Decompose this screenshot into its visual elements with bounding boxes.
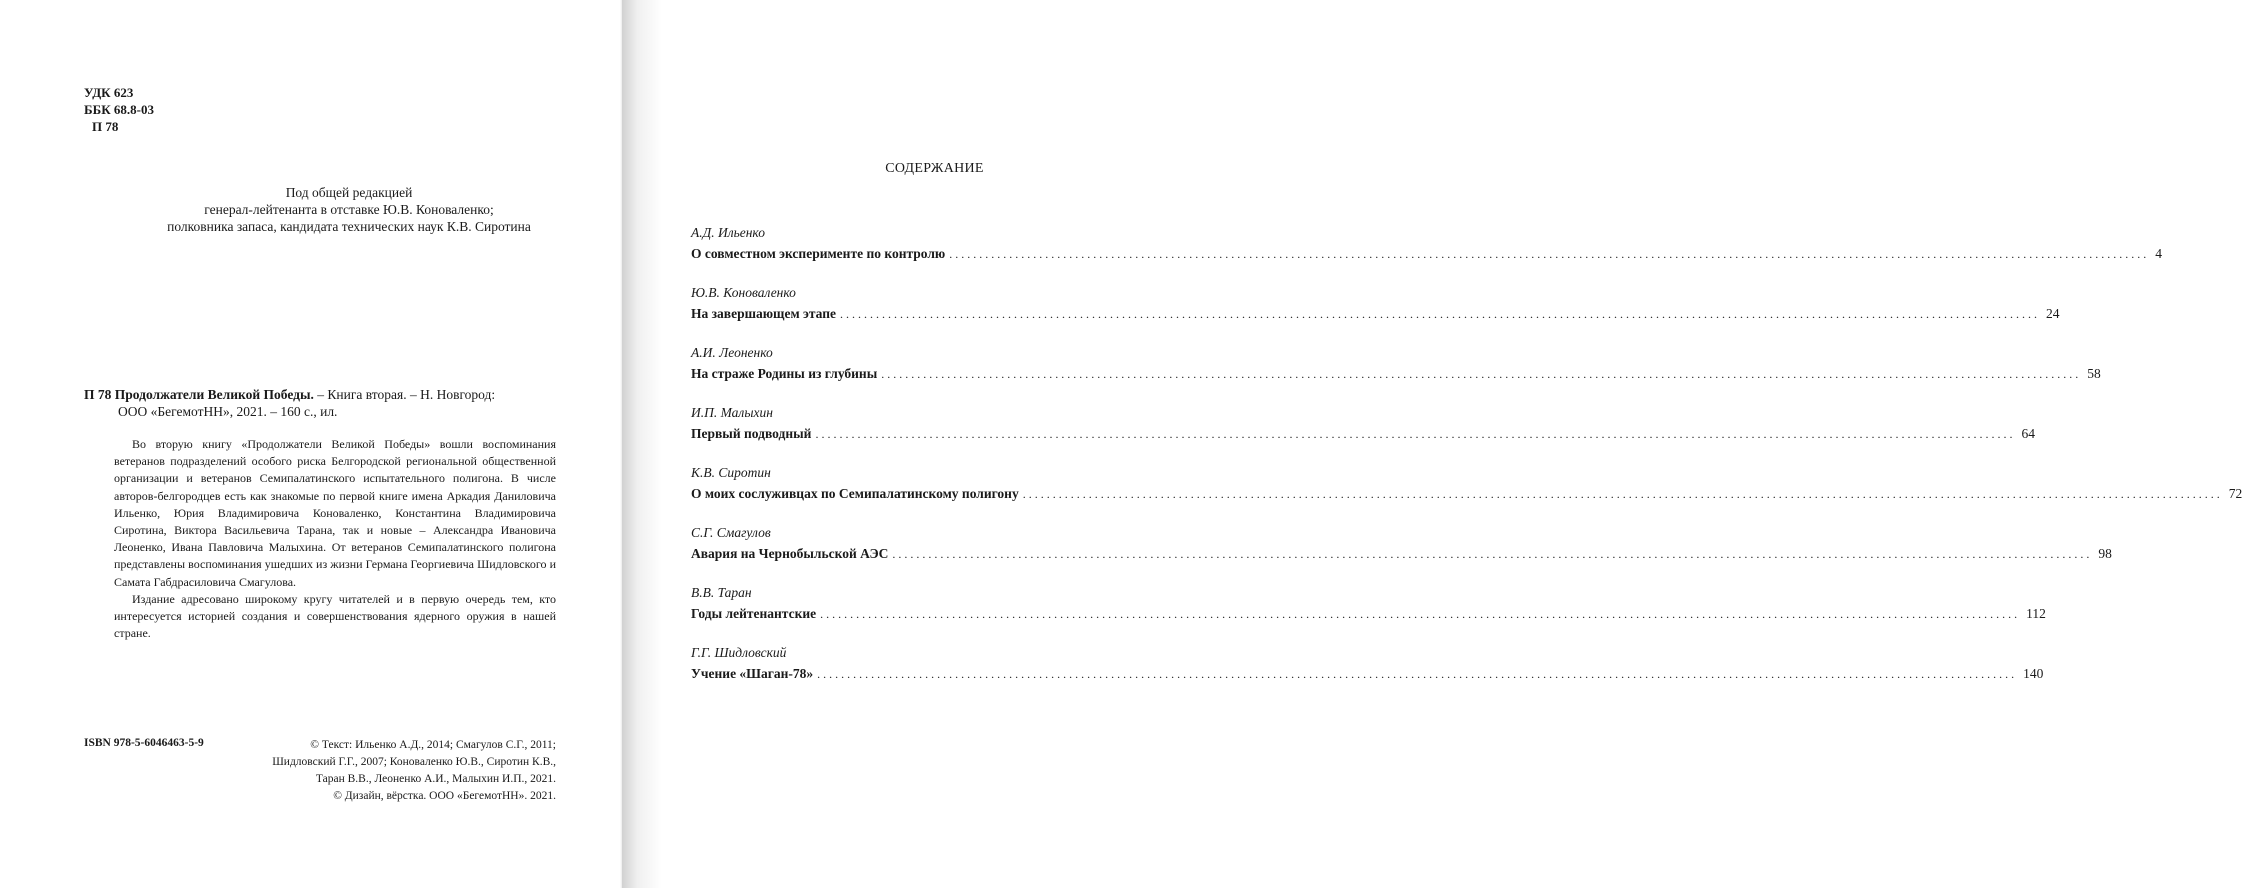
toc-page-number: 112 [2026, 606, 2046, 621]
toc-entry [691, 584, 2046, 644]
toc-leader-dots: ........................................................................................................................................................................................................ [1022, 487, 2223, 501]
toc-page-number: 98 [2098, 546, 2112, 561]
toc-leader-dots: ........................................................................................................................................................................................................ [840, 307, 2040, 321]
editors-line: генерал-лейтенанта в отставке Ю.В. Коноваленко; [204, 202, 494, 217]
toc-page-number: 72 [2228, 486, 2242, 501]
toc-entry-title[interactable]: Учение «Шаган-78» [691, 666, 814, 681]
author-mark: П 78 [92, 119, 119, 134]
toc-author: А.Д. Ильенко [691, 225, 765, 240]
toc-leader-dots: ........................................................................................................................................................................................................ [949, 247, 2150, 261]
toc-entry [691, 644, 2044, 704]
classification-codes [84, 84, 154, 135]
toc-page-number: 58 [2087, 366, 2101, 381]
toc-leader-dots: ........................................................................................................................................................................................................ [817, 667, 2018, 681]
isbn: ISBN 978-5-6046463-5-9 [84, 737, 204, 749]
toc-author: Ю.В. Коноваленко [691, 285, 796, 300]
toc-leader-dots: ........................................................................................................................................................................................................ [881, 367, 2082, 381]
toc-entry-title[interactable]: Первый подводный [691, 426, 812, 441]
biblio-publisher: ООО «БегемотНН», 2021. – 160 с., ил. [118, 404, 338, 419]
toc-heading: СОДЕРЖАНИЕ [885, 161, 984, 176]
biblio-code: П 78 [84, 387, 112, 402]
left-page [0, 0, 622, 888]
copyright-line: © Дизайн, вёрстка. ООО «БегемотНН». 2021. [333, 790, 556, 802]
toc-entry [691, 284, 2060, 344]
copyright-line: © Текст: Ильенко А.Д., 2014; Смагулов С.Г., 2011; [310, 739, 556, 751]
editors-line: полковника запаса, кандидата технических наук К.В. Сиротина [167, 219, 531, 234]
toc-leader-dots: ........................................................................................................................................................................................................ [815, 427, 2016, 441]
toc-entry [691, 464, 2242, 524]
toc-page-number: 140 [2023, 666, 2044, 681]
bibliographic-record [84, 386, 564, 420]
copyright-line: Шидловский Г.Г., 2007; Коноваленко Ю.В., Сиротин К.В., [272, 756, 556, 768]
abstract [114, 436, 556, 642]
toc-entry [691, 524, 2112, 584]
toc-entry-title[interactable]: На страже Родины из глубины [691, 366, 878, 381]
toc-author: С.Г. Смагулов [691, 525, 771, 540]
biblio-title: Продолжатели Великой Победы. [114, 387, 314, 402]
toc-leader-dots: ........................................................................................................................................................................................................ [892, 547, 2093, 561]
udk-code: УДК 623 [84, 85, 134, 100]
table-of-contents [691, 224, 2242, 704]
toc-page-number: 64 [2021, 426, 2035, 441]
gutter-shadow [622, 0, 662, 888]
toc-entry [691, 344, 2101, 404]
toc-entry-title[interactable]: Авария на Чернобыльской АЭС [691, 546, 889, 561]
toc-leader-dots: ........................................................................................................................................................................................................ [820, 607, 2021, 621]
copyright-line: Таран В.В., Леоненко А.И., Малыхин И.П., 2021. [315, 773, 556, 785]
toc-author: Г.Г. Шидловский [691, 645, 787, 660]
toc-page-number: 4 [2155, 246, 2162, 261]
toc-entry-title[interactable]: На завершающем этапе [691, 306, 836, 321]
abstract-paragraph: Во вторую книгу «Продолжатели Великой Победы» вошли воспоминания ветеранов подразделений особого риска Белгородской региональной общественной организации и ветеранов Семипалатинского испытательного полигона. В числе авторов-белгородцев есть как знакомые по первой книге имена Аркадия Даниловича Ильенко, Юрия Владимировича Коноваленко, Константина Владимировича Сиротина, Виктора Васильевича Тарана, так и новые – Александра Ивановича Леоненко, Ивана Павловича Малыхина. От ветеранов Семипалатинского полигона представлены воспоминания ушедших из жизни Германа Георгиевича Шидловского и Самата Габдрасиловича Смагулова. [114, 437, 556, 589]
toc-author: К.В. Сиротин [691, 465, 771, 480]
editors-block [80, 184, 618, 235]
toc-entry-title[interactable]: О совместном эксперименте по контролю [691, 246, 946, 261]
copyright-block [196, 737, 556, 805]
abstract-paragraph: Издание адресовано широкому кругу читателей и в первую очередь тем, кто интересуется историей создания и совершенствования ядерного оружия в нашей стране. [114, 591, 556, 641]
toc-entry [691, 404, 2035, 464]
biblio-rest: – Книга вторая. – Н. Новгород: [317, 387, 496, 402]
editors-line: Под общей редакцией [285, 185, 413, 200]
toc-author: И.П. Малыхин [691, 405, 773, 420]
toc-entry [691, 224, 2162, 284]
toc-author: А.И. Леоненко [691, 345, 773, 360]
toc-page-number: 24 [2046, 306, 2060, 321]
toc-entry-title[interactable]: О моих сослуживцах по Семипалатинскому полигону [691, 486, 1019, 501]
toc-author: В.В. Таран [691, 585, 752, 600]
right-page [622, 0, 2242, 888]
bbk-code: ББК 68.8-03 [84, 102, 154, 117]
toc-entry-title[interactable]: Годы лейтенантские [691, 606, 817, 621]
